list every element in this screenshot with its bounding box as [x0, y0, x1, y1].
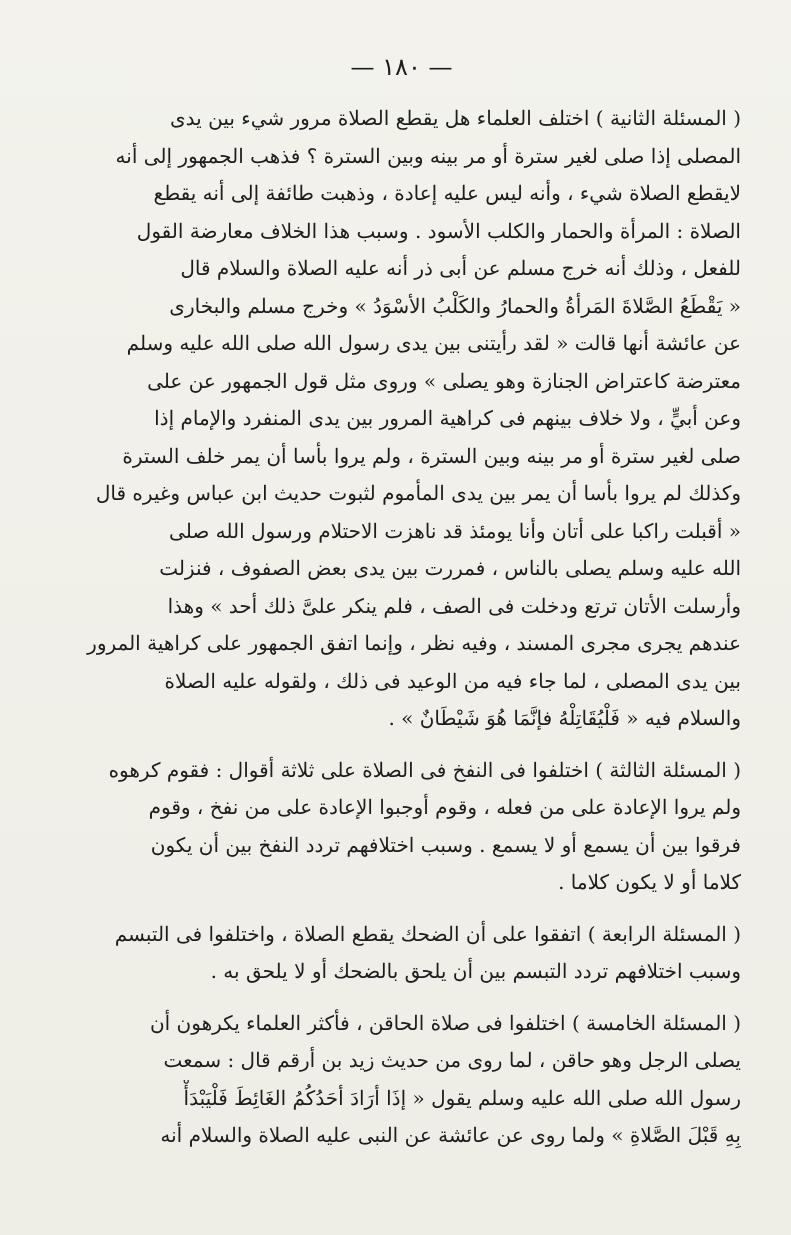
text-line: ولم يروا الإعادة على من فعله ، وقوم أوجبوا الإعادة على من نفخ ، وقوم [148, 795, 741, 819]
text-line: « يَقْطَعُ الصَّلاةَ المَرأةُ والحمارُ والكَلْبُ الأسْوَدُ » وخرج مسلم والبخارى [169, 293, 741, 318]
paragraph-issue-4 [62, 916, 741, 991]
text-line: صلى لغير سترة أو مر بينه وبين السترة ، ولم يروا بأسا أن يمر خلف السترة [122, 443, 741, 468]
text-line: معترضة كاعتراض الجنازة وهو يصلى » وروى مثل قول الجمهور عن على [147, 368, 741, 393]
text-line: كلاما أو لا يكون كلاما . [558, 870, 741, 894]
text-line: وسبب اختلافهم تردد التبسم بين أن يلحق بالضحك أو لا يلحق به . [210, 959, 741, 983]
text-line: بين يدى المصلى ، لما جاء فيه من الوعيد فى ذلك ، ولقوله عليه الصلاة [164, 668, 741, 693]
paragraph-issue-2 [62, 100, 741, 738]
text-line: ( المسئلة الثالثة ) اختلفوا فى النفخ فى الصلاة على ثلاثة أقوال : فقوم كرهوه [108, 757, 741, 782]
text-line: لايقطع الصلاة شيء ، وأنه ليس عليه إعادة ، وذهبت طائفة إلى أنه يقطع [153, 181, 741, 205]
text-line: يصلى الرجل وهو حاقن ، لما روى من حديث زيد بن أرقم قال : سمعت [163, 1048, 741, 1072]
text-line: وعن أبيٍّ ، ولا خلاف بينهم فى كراهية المرور بين يدى المنفرد والإمام إذا [154, 406, 741, 430]
paragraph-issue-5 [62, 1005, 741, 1155]
text-line: فرقوا بين أن يسمع أو لا يسمع . وسبب اختلافهم تردد النفخ بين أن يكون [150, 832, 741, 857]
text-line: عن عائشة أنها قالت « لقد رأيتنى بين يدى رسول الله صلى الله عليه وسلم [126, 331, 741, 355]
text-line: ( المسئلة الخامسة ) اختلفوا فى صلاة الحاقن ، فأكثر العلماء يكرهون أن [149, 1010, 741, 1035]
text-line: الصلاة : المرأة والحمار والكلب الأسود . وسبب هذا الخلاف معارضة القول [136, 218, 741, 243]
text-line: رسول الله صلى الله عليه وسلم يقول « إذَا أرَادَ أحَدُكُمُ الغَائِطَ فَلْيَبْدَأْ [183, 1085, 741, 1110]
text-line: عندهم يجرى مجرى المسند ، وفيه نظر ، وإنما اتفق الجمهور على كراهية المرور [87, 631, 741, 655]
paragraph-issue-3 [62, 752, 741, 902]
page-number: — ١٨٠ — [350, 53, 453, 81]
text-line: للفعل ، وذلك أنه خرج مسلم عن أبى ذر أنه عليه الصلاة والسلام قال [180, 256, 741, 280]
text-line: وكذلك لم يروا بأسا أن يمر بين يدى المأموم لثبوت حديث ابن عباس وغيره قال [95, 481, 741, 505]
page-body [62, 100, 741, 1155]
text-line: والسلام فيه « فَلْيُقَاتِلْهُ فإنَّمَا هُوَ شَيْطَانٌ » . [388, 706, 741, 730]
text-line: ( المسئلة الثانية ) اختلف العلماء هل يقطع الصلاة مرور شيء بين يدى [170, 106, 741, 130]
text-line: المصلى إذا صلى لغير سترة أو مر بينه وبين السترة ؟ فذهب الجمهور إلى أنه [115, 143, 741, 168]
text-line: ( المسئلة الرابعة ) اتفقوا على أن الضحك يقطع الصلاة ، واختلفوا فى التبسم [114, 921, 741, 946]
text-line: « أقبلت راكبا على أتان وأنا يومئذ قد ناهزت الاحتلام ورسول الله صلى [169, 518, 741, 543]
text-line: وأرسلت الأتان ترتع ودخلت فى الصف ، فلم ينكر علىَّ ذلك أحد » وهذا [167, 593, 741, 618]
text-line: بِهِ قَبْلَ الصَّلاةِ » ولما روى عن عائشة عن النبى عليه الصلاة والسلام أنه [160, 1123, 741, 1147]
text-line: الله عليه وسلم يصلى بالناس ، فمررت بين يدى بعض الصفوف ، فنزلت [159, 556, 741, 580]
